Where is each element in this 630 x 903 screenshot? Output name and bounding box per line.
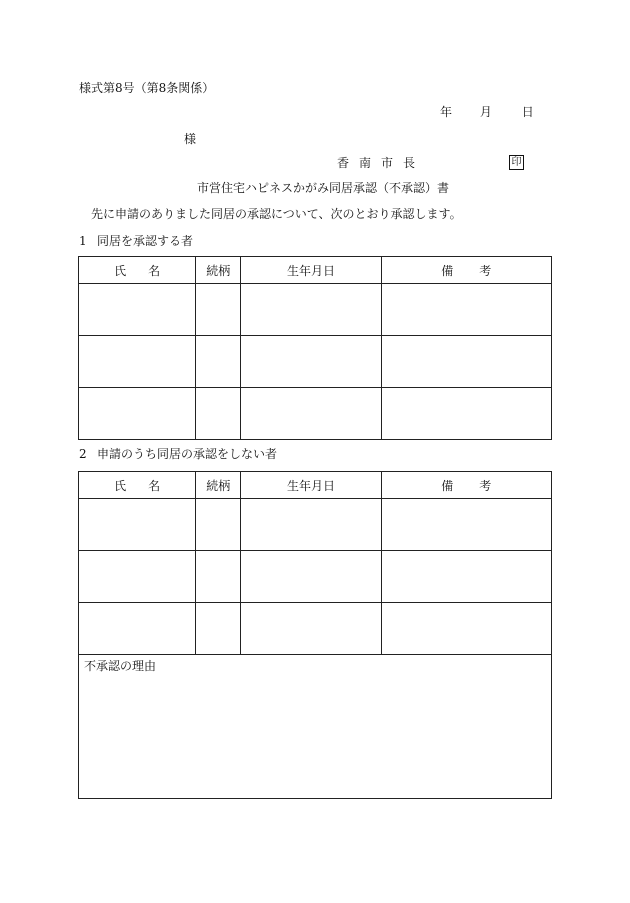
cell-note[interactable] <box>381 388 551 440</box>
cell-relation[interactable] <box>196 388 241 440</box>
header-note: 備考 <box>381 472 551 499</box>
cell-name[interactable] <box>79 284 196 336</box>
table-row <box>79 499 552 551</box>
rejection-reason-box[interactable] <box>78 652 552 799</box>
header-relation: 続柄 <box>196 472 241 499</box>
section2-heading <box>79 448 277 460</box>
cell-note[interactable] <box>381 603 551 655</box>
cell-dob[interactable] <box>241 336 381 388</box>
cell-dob[interactable] <box>241 603 381 655</box>
cell-name[interactable] <box>79 388 196 440</box>
cell-note[interactable] <box>381 336 551 388</box>
date-line <box>440 106 534 118</box>
table-row <box>79 336 552 388</box>
date-day-label: 日 <box>521 105 534 119</box>
seal-mark: 印 <box>509 155 524 170</box>
document-title: 市営住宅ハピネスかがみ同居承認（不承認）書 <box>197 181 450 195</box>
header-dob: 生年月日 <box>241 257 381 284</box>
section2-number: 2 <box>79 447 87 461</box>
cell-relation[interactable] <box>196 603 241 655</box>
header-note: 備考 <box>381 257 551 284</box>
table-row <box>79 603 552 655</box>
date-month-label: 月 <box>479 105 492 119</box>
cell-name[interactable] <box>79 603 196 655</box>
cell-dob[interactable] <box>241 551 381 603</box>
cell-dob[interactable] <box>241 388 381 440</box>
table-row <box>79 388 552 440</box>
cell-dob[interactable] <box>241 499 381 551</box>
section2-title: 申請のうち同居の承認をしない者 <box>97 447 278 461</box>
table-row <box>79 284 552 336</box>
header-relation: 続柄 <box>196 257 241 284</box>
cell-dob[interactable] <box>241 284 381 336</box>
cell-note[interactable] <box>381 284 551 336</box>
cell-name[interactable] <box>79 499 196 551</box>
header-name: 氏名 <box>79 472 196 499</box>
cell-note[interactable] <box>381 499 551 551</box>
header-name: 氏名 <box>79 257 196 284</box>
table-row <box>79 551 552 603</box>
section1-heading <box>79 235 193 247</box>
rejected-table-header <box>79 472 552 499</box>
cell-name[interactable] <box>79 551 196 603</box>
approved-table-header <box>79 257 552 284</box>
header-dob: 生年月日 <box>241 472 381 499</box>
approved-table <box>78 256 552 440</box>
rejected-table <box>78 471 552 655</box>
date-year-label: 年 <box>440 105 453 119</box>
cell-relation[interactable] <box>196 336 241 388</box>
rejection-reason-label: 不承認の理由 <box>84 659 157 673</box>
form-number: 様式第8号（第8条関係） <box>79 81 215 95</box>
intro-text: 先に申請のありました同居の承認について、次のとおり承認します。 <box>91 207 462 221</box>
addressee-suffix: 様 <box>184 132 197 146</box>
cell-note[interactable] <box>381 551 551 603</box>
cell-relation[interactable] <box>196 551 241 603</box>
cell-name[interactable] <box>79 336 196 388</box>
section1-title: 同居を承認する者 <box>97 234 194 248</box>
section1-number: 1 <box>79 234 87 248</box>
issuer-name: 香南市長 <box>337 156 426 170</box>
cell-relation[interactable] <box>196 284 241 336</box>
cell-relation[interactable] <box>196 499 241 551</box>
